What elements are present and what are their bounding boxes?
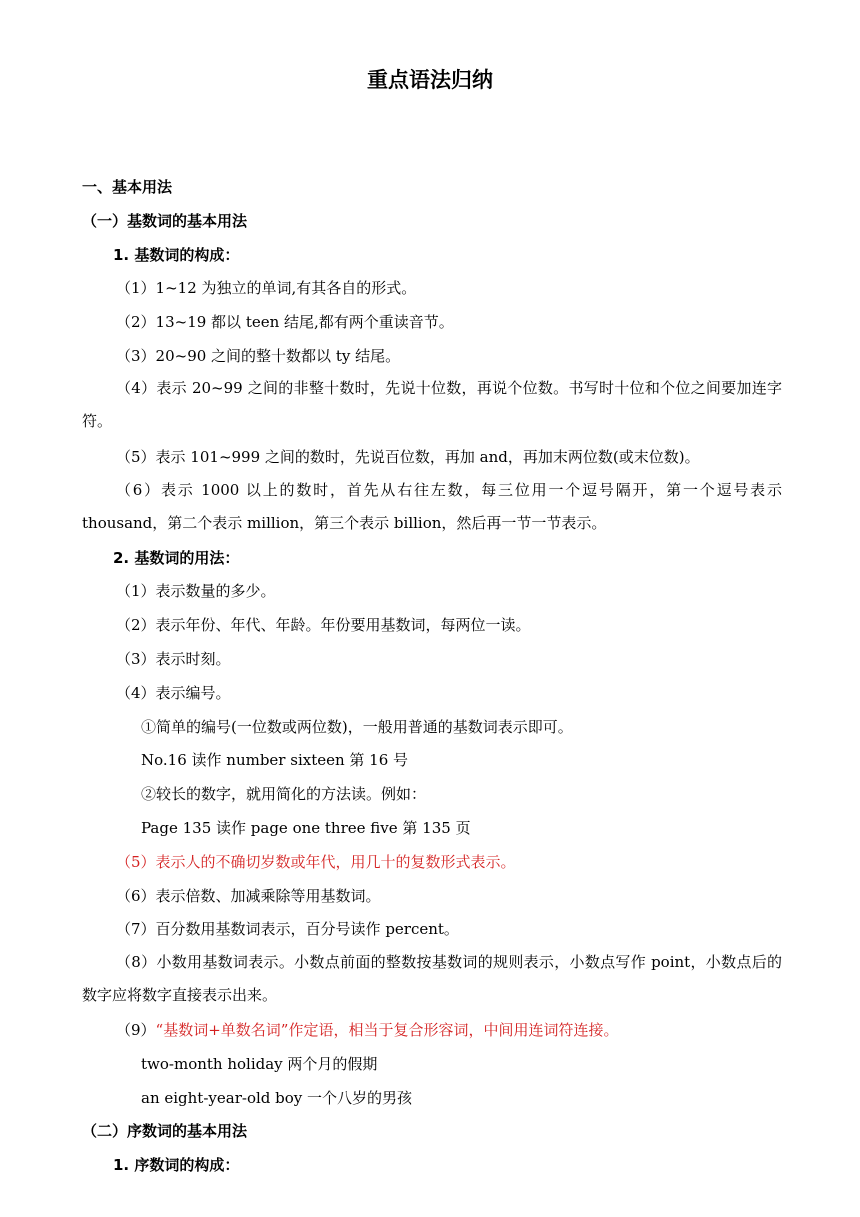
example: an eight-year-old boy 一个八岁的男孩 [141, 1089, 413, 1107]
paragraph: （7）百分数用基数词表示，百分号读作 percent。 [116, 920, 459, 938]
page-title: 重点语法归纳 [367, 68, 493, 92]
paragraph: （4）表示 20~99 之间的非整十数时，先说十位数，再说个位数。书写时十位和个位之间要加连字符。 [82, 379, 782, 430]
paragraph: （3）表示时刻。 [116, 650, 231, 668]
paragraph [116, 1019, 618, 1041]
paragraph: （2）13~19 都以 teen 结尾,都有两个重读音节。 [116, 313, 454, 331]
example: Page 135 读作 page one three five 第 135 页 [141, 819, 471, 837]
paragraph: （4）表示编号。 [116, 684, 231, 702]
paragraph [116, 851, 516, 873]
item-heading: 1. 序数词的构成： [113, 1156, 240, 1174]
paragraph: ②较长的数字，就用简化的方法读。例如： [141, 785, 427, 803]
paragraph: （1）1~12 为独立的单词,有其各自的形式。 [116, 279, 417, 297]
paragraph: （3）20~90 之间的整十数都以 ty 结尾。 [116, 347, 401, 365]
paragraph: ①简单的编号(一位数或两位数)，一般用普通的基数词表示即可。 [141, 718, 573, 736]
subsection-heading: （一）基数词的基本用法 [82, 212, 248, 230]
item-number: （5） [116, 853, 156, 871]
paragraph: （2）表示年份、年代、年龄。年份要用基数词，每两位一读。 [116, 616, 531, 634]
section-heading: 一、基本用法 [82, 178, 173, 196]
item-number: （9） [116, 1021, 156, 1039]
paragraph: （5）表示 101~999 之间的数时，先说百位数，再加 and，再加末两位数(或末位数)。 [116, 448, 700, 466]
example: two-month holiday 两个月的假期 [141, 1055, 378, 1073]
item-heading: 1. 基数词的构成： [113, 246, 240, 264]
example: No.16 读作 number sixteen 第 16 号 [141, 751, 409, 769]
paragraph: （8）小数用基数词表示。小数点前面的整数按基数词的规则表示，小数点写作 point，小数点后的数字应将数字直接表示出来。 [82, 953, 782, 1004]
paragraph: （6）表示 1000 以上的数时，首先从右往左数，每三位用一个逗号隔开，第一个逗号表示 thousand，第二个表示 million，第三个表示 billion，然后再一节一节表示。 [82, 481, 782, 532]
paragraph: （6）表示倍数、加减乘除等用基数词。 [116, 887, 381, 905]
item-heading: 2. 基数词的用法： [113, 549, 240, 567]
subsection-heading: （二）序数词的基本用法 [82, 1122, 248, 1140]
highlighted-text: “基数词+单数名词”作定语，相当于复合形容词，中间用连词符连接。 [155, 1021, 619, 1039]
paragraph: （1）表示数量的多少。 [116, 582, 276, 600]
highlighted-text: 表示人的不确切岁数或年代，用几十的复数形式表示。 [155, 853, 516, 871]
